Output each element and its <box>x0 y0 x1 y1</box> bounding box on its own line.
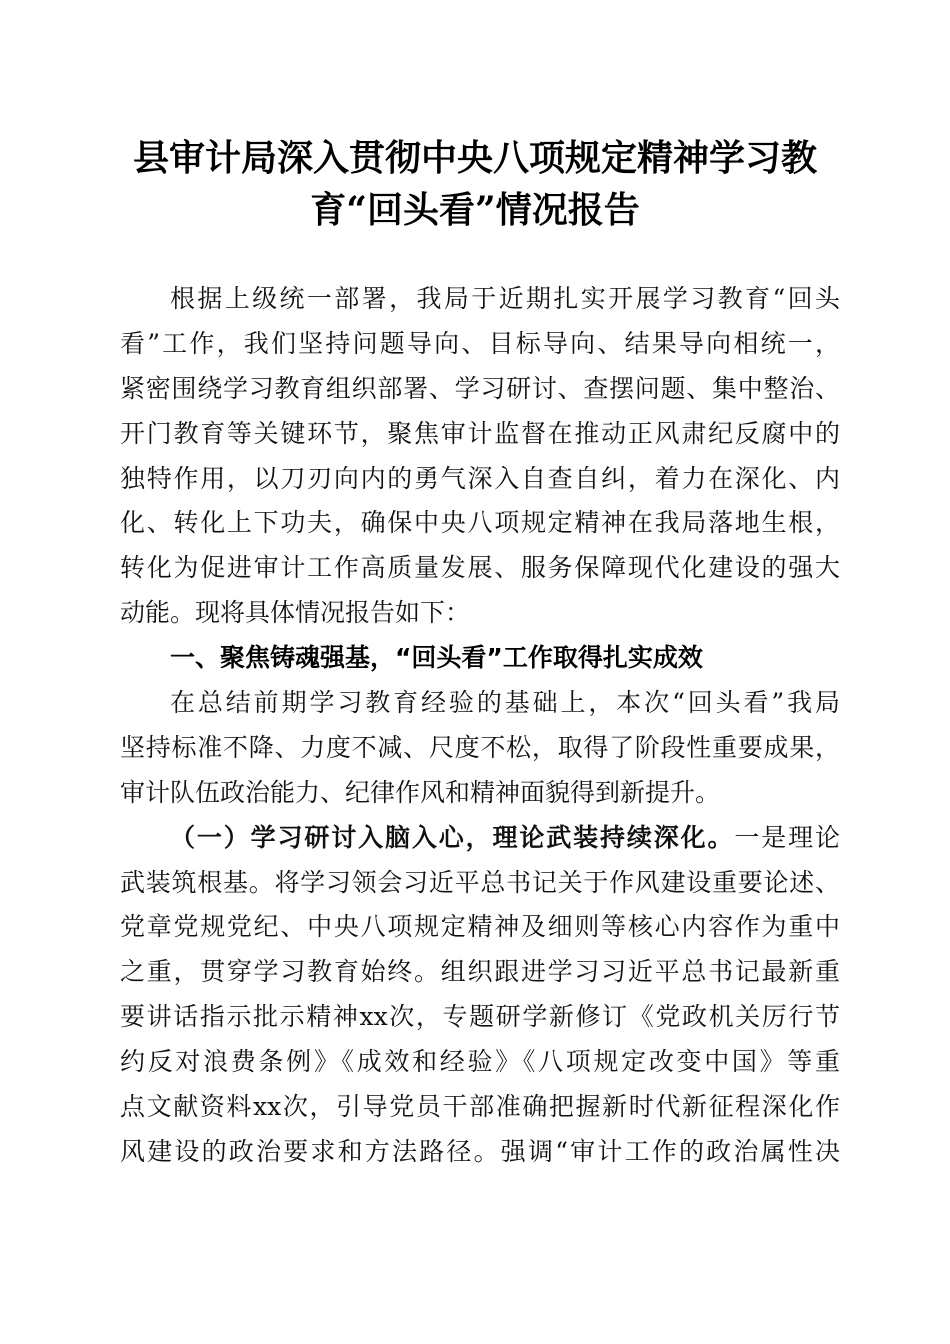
paragraph-1-line: 根据上级统一部署，我局于近期扎实开展学习教育“回头 <box>170 284 840 313</box>
title-line-1: 县审计局深入贯彻中央八项规定精神学习教 <box>132 137 817 179</box>
paragraph-1-line: 开门教育等关键环节，聚焦审计监督在推动正风肃纪反腐中的 <box>120 418 840 448</box>
paragraph-2-line: 审计队伍政治能力、纪律作风和精神面貌得到新提升。 <box>120 777 721 807</box>
section-heading-1: 一、聚焦铸魂强基，“回头看”工作取得扎实成效 <box>170 643 703 673</box>
document-body <box>120 277 840 1175</box>
paragraph-2-line: 在总结前期学习教育经验的基础上，本次“回头看”我局 <box>170 688 840 718</box>
paragraph-3-line: 党章党规党纪、中央八项规定精神及细则等核心内容作为重中 <box>120 912 840 942</box>
paragraph-3-line: 之重，贯穿学习教育始终。组织跟进学习习近平总书记最新重 <box>120 957 840 987</box>
paragraph-3-first-line <box>120 816 840 861</box>
paragraph-1-line: 化、转化上下功夫，确保中央八项规定精神在我局落地生根， <box>120 508 840 538</box>
subsection-heading-1: （一）学习研讨入脑入心，理论武装持续深化。 <box>170 822 735 852</box>
paragraph-3-line: 要讲话指示批示精神xx次，专题研学新修订《党政机关厉行节 <box>120 1002 840 1032</box>
paragraph-1-line: 转化为促进审计工作高质量发展、服务保障现代化建设的强大 <box>120 553 840 583</box>
paragraph-1-line: 独特作用，以刀刃向内的勇气深入自查自纠，着力在深化、内 <box>120 463 840 493</box>
paragraph-1-line: 动能。现将具体情况报告如下： <box>120 598 471 628</box>
title-line-2: 育“回头看”情况报告 <box>310 189 640 231</box>
paragraph-3-line: 约反对浪费条例》《成效和经验》《八项规定改变中国》等重 <box>120 1047 840 1077</box>
document-title <box>100 132 850 236</box>
paragraph-2-line: 坚持标准不降、力度不减、尺度不松，取得了阶段性重要成果， <box>120 732 840 762</box>
paragraph-1-line: 紧密围绕学习教育组织部署、学习研讨、查摆问题、集中整治、 <box>120 373 840 403</box>
paragraph-3-line: 武装筑根基。将学习领会习近平总书记关于作风建设重要论述、 <box>120 867 840 897</box>
paragraph-3-line: 点文献资料xx次，引导党员干部准确把握新时代新征程深化作 <box>120 1092 840 1122</box>
paragraph-3-lead-rest: 一是理论 <box>734 822 840 852</box>
paragraph-1-line: 看”工作，我们坚持问题导向、目标导向、结果导向相统一， <box>120 328 840 358</box>
paragraph-3-line: 风建设的政治要求和方法路径。强调“审计工作的政治属性决 <box>120 1136 840 1166</box>
